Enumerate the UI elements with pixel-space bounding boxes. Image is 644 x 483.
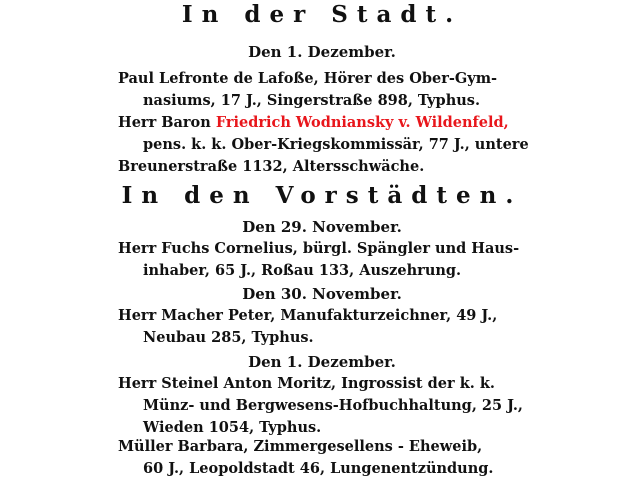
entry-wodniansky-line1 <box>118 114 509 132</box>
entry-mueller-line1: Müller Barbara, Zimmergesellens - Eheweib, <box>118 438 483 455</box>
entry-mueller-line2: 60 J., Leopoldstadt 46, Lungenentzündung. <box>143 460 494 477</box>
entry-lefronte-line2: nasiums, 17 J., Singerstraße 898, Typhus. <box>143 92 480 109</box>
entry-wodniansky-name-highlight: Friedrich Wodniansky v. Wildenfeld, <box>215 114 509 131</box>
entry-macher-line1: Herr Macher Peter, Manufakturzeichner, 49 J., <box>118 307 498 324</box>
entry-wodniansky-prefix: Herr Baron <box>118 114 216 131</box>
entry-macher-line2: Neubau 285, Typhus. <box>143 329 314 346</box>
date-heading-29-nov: Den 29. November. <box>242 218 402 236</box>
entry-fuchs-line1: Herr Fuchs Cornelius, bürgl. Spängler und Haus- <box>118 240 520 257</box>
entry-steinel-line3: Wieden 1054, Typhus. <box>143 419 322 436</box>
entry-steinel-line2: Münz- und Bergwesens-Hofbuchhaltung, 25 J., <box>143 397 523 414</box>
entry-lefronte-line1: Paul Lefronte de Lafoße, Hörer des Ober-Gym- <box>118 70 498 87</box>
section-title-vorstaedte: In den Vorstädten. <box>121 182 523 209</box>
date-heading-1-dec-vorstaedte: Den 1. Dezember. <box>248 353 396 371</box>
section-title-stadt: In der Stadt. <box>181 1 463 28</box>
entry-wodniansky-line2: pens. k. k. Ober-Kriegskommissär, 77 J., untere <box>143 136 529 153</box>
entry-steinel-line1: Herr Steinel Anton Moritz, Ingrossist der k. k. <box>118 375 495 392</box>
entry-wodniansky-line3: Breunerstraße 1132, Altersschwäche. <box>118 158 425 175</box>
date-heading-30-nov: Den 30. November. <box>242 285 402 303</box>
entry-fuchs-line2: inhaber, 65 J., Roßau 133, Auszehrung. <box>143 262 462 279</box>
date-heading-1-dec-stadt: Den 1. Dezember. <box>248 43 396 61</box>
